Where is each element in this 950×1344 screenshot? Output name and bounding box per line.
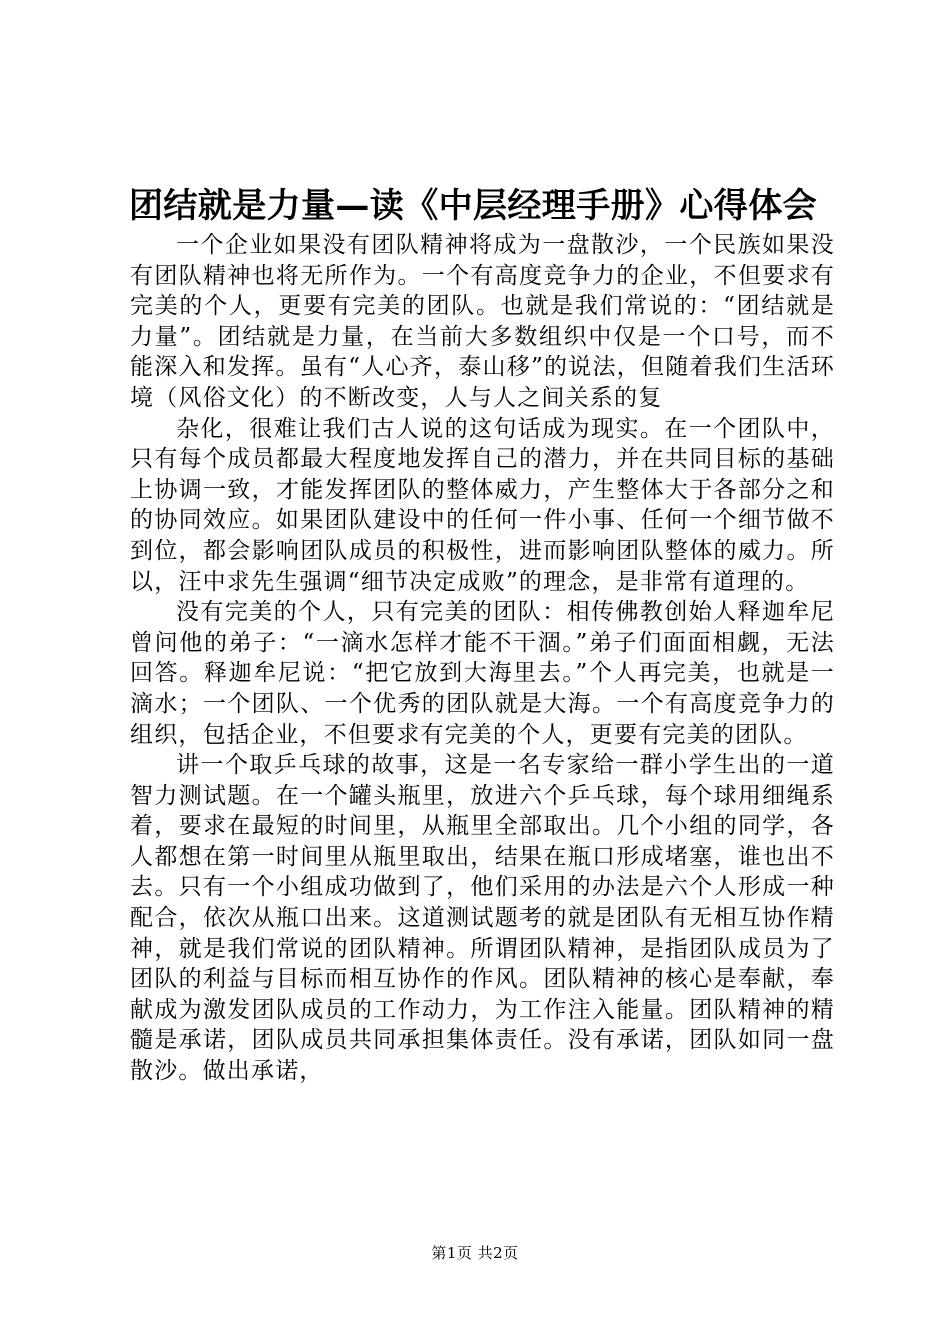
paragraph-1: 一个企业如果没有团队精神将成为一盘散沙，一个民族如果没有团队精神也将无所作为。一个有高度竞争力的企业，不但要求有完美的个人，更要有完美的团队。也就是我们常说的：“团结就是力量”。团结就是力量，在当前大多数组织中仅是一个口号，而不能深入和发挥。虽有“人心齐，泰山移”的说法，但随着我们生活环境（风俗文化）的不断改变，人与人之间关系的复 (130, 232, 835, 411)
paragraph-4: 讲一个取乒乓球的故事，这是一名专家给一群小学生出的一道智力测试题。在一个罐头瓶里，放进六个乒乓球，每个球用细绳系着，要求在最短的时间里，从瓶里全部取出。几个小组的同学，各人都想在第一时间里从瓶里取出，结果在瓶口形成堵塞，谁也出不去。只有一个小组成功做到了，他们采用的办法是六个人形成一种配合，依次从瓶口出来。这道测试题考的就是团队有无相互协作精神，就是我们常说的团队精神。所谓团队精神，是指团队成员为了团队的利益与目标而相互协作的作风。团队精神的核心是奉献，奉献成为激发团队成员的工作动力，为工作注入能量。团队精神的精髓是承诺，团队成员共同承担集体责任。没有承诺，团队如同一盘散沙。做出承诺， (130, 752, 835, 1085)
page-number-footer: 第1页 共2页 (431, 1244, 519, 1262)
document-title: 团结就是力量—读《中层经理手册》心得体会 (129, 186, 817, 226)
paragraph-3: 没有完美的个人，只有完美的团队：相传佛教创始人释迦牟尼曾问他的弟子：“一滴水怎样才能不干涸。”弟子们面面相觑，无法回答。释迦牟尼说：“把它放到大海里去。”个人再完美，也就是一滴水；一个团队、一个优秀的团队就是大海。一个有高度竞争力的组织，包括企业，不但要求有完美的个人，更要有完美的团队。 (130, 599, 835, 748)
paragraph-2: 杂化，很难让我们古人说的这句话成为现实。在一个团队中，只有每个成员都最大程度地发挥自己的潜力，并在共同目标的基础上协调一致，才能发挥团队的整体威力，产生整体大于各部分之和的协同效应。如果团队建设中的任何一件小事、任何一个细节做不到位，都会影响团队成员的积极性，进而影响团队整体的威力。所以，汪中求先生强调“细节决定成败”的理念，是非常有道理的。 (130, 415, 835, 595)
document-body (130, 230, 835, 1087)
